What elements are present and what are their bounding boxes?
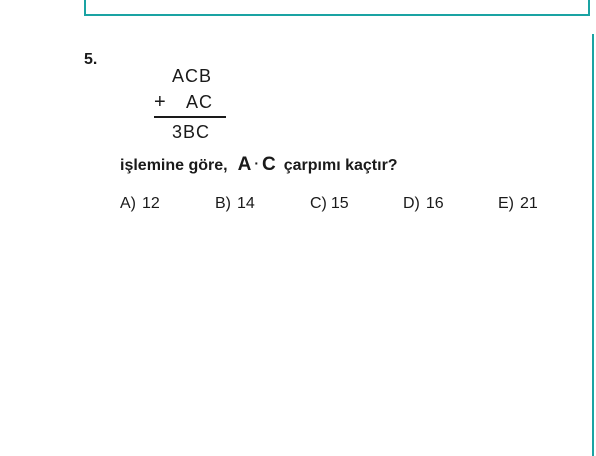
expr-right: C	[262, 154, 276, 175]
expr-left: A	[237, 154, 252, 175]
prompt-after: çarpımı kaçtır?	[283, 157, 398, 174]
choice-value: 16	[425, 195, 444, 212]
question-prompt	[120, 154, 398, 176]
choice-letter: A)	[120, 195, 136, 212]
choice-letter: E)	[498, 195, 514, 212]
product-expression	[238, 154, 276, 176]
choice-letter: D)	[403, 195, 420, 212]
choice-value: 15	[330, 195, 349, 212]
choice-value: 12	[142, 195, 160, 212]
addition-problem	[150, 66, 230, 146]
choice-d[interactable]	[403, 195, 444, 213]
previous-question-frame	[84, 0, 590, 16]
sum-result: 3BC	[172, 122, 211, 142]
addend-bottom: AC	[186, 92, 214, 112]
question-number: 5.	[84, 51, 98, 68]
choice-a[interactable]	[120, 195, 160, 213]
choice-b[interactable]	[215, 195, 255, 213]
choice-value: 21	[520, 195, 538, 212]
sum-line	[154, 116, 226, 118]
column-divider	[592, 34, 594, 456]
choice-letter: B)	[215, 195, 231, 212]
choice-e[interactable]	[498, 195, 538, 213]
choice-value: 14	[237, 195, 255, 212]
multiply-dot: ·	[254, 155, 259, 171]
plus-sign: +	[154, 91, 166, 113]
addend-top: ACB	[172, 66, 213, 86]
choice-letter: C)	[310, 195, 327, 212]
choice-c[interactable]	[310, 195, 349, 213]
prompt-before: işlemine göre,	[120, 157, 228, 174]
